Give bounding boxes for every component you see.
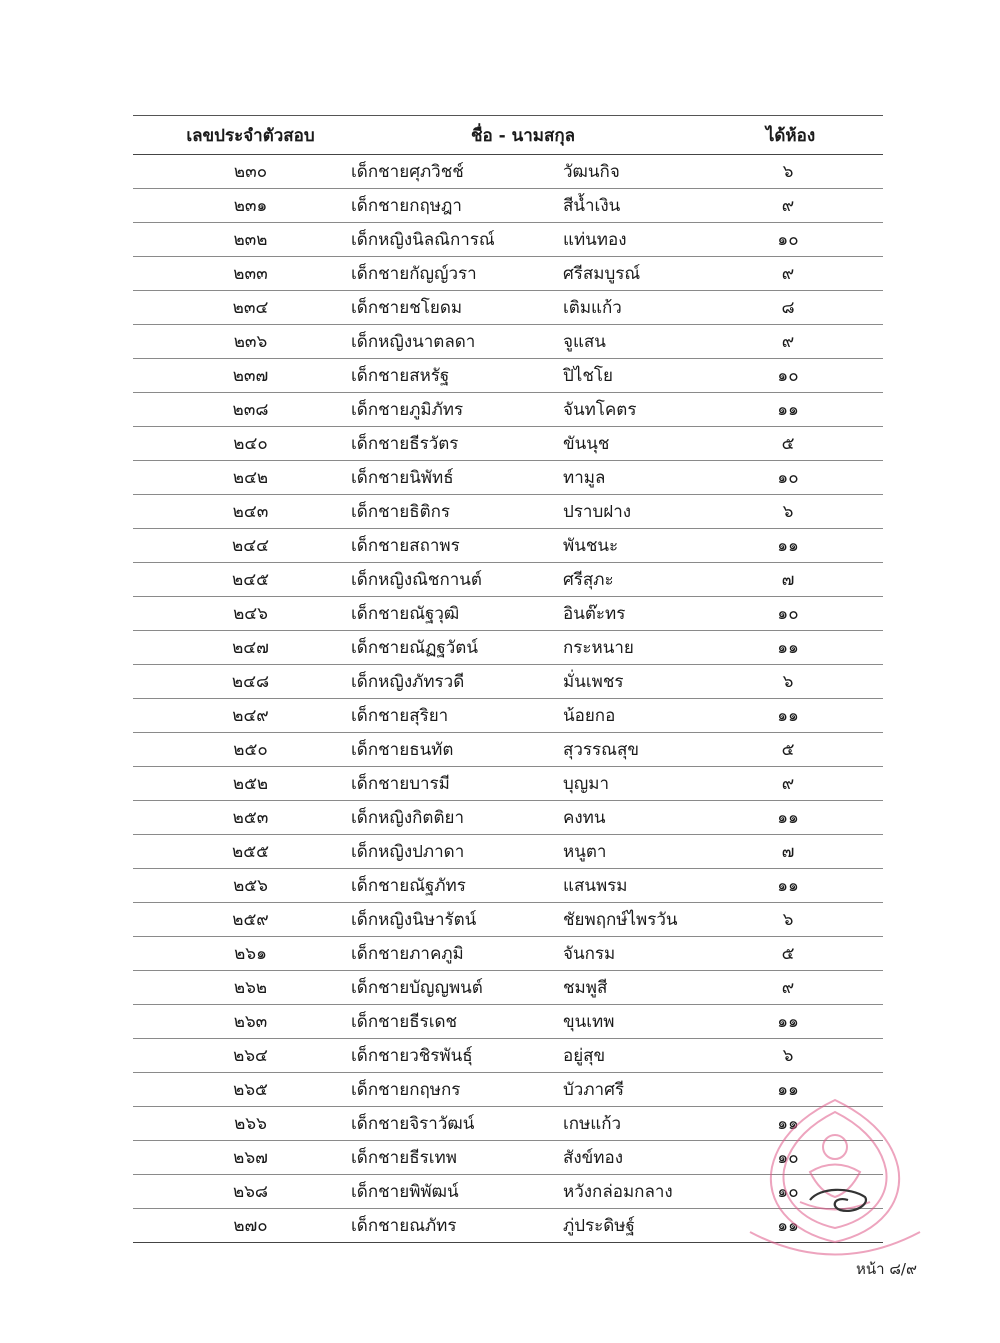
table-row bbox=[133, 937, 883, 971]
exam-id-cell: ๒๖๘ bbox=[232, 1182, 269, 1202]
exam-id-cell: ๒๓๘ bbox=[232, 400, 269, 420]
last-name-cell: จันทโคตร bbox=[563, 400, 637, 420]
room-cell: ๖ bbox=[782, 910, 794, 930]
room-cell: ๙ bbox=[781, 196, 795, 216]
room-cell: ๕ bbox=[781, 434, 795, 454]
exam-id-cell: ๒๔๔ bbox=[232, 536, 269, 556]
first-name-cell: เด็กชายธีรเทพ bbox=[351, 1148, 457, 1168]
last-name-cell: ศรีสุภะ bbox=[563, 570, 614, 590]
first-name-cell: เด็กชายธีรวัตร bbox=[351, 434, 459, 454]
table-row bbox=[133, 325, 883, 359]
first-name-cell: เด็กชายพิพัฒน์ bbox=[351, 1182, 459, 1202]
last-name-cell: น้อยกอ bbox=[563, 706, 616, 726]
exam-id-cell: ๒๔๗ bbox=[232, 638, 269, 658]
table-row bbox=[133, 393, 883, 427]
room-cell: ๑๐ bbox=[777, 230, 799, 250]
first-name-cell: เด็กชายธีรเดช bbox=[351, 1012, 458, 1032]
room-cell: ๑๐ bbox=[777, 468, 799, 488]
room-cell: ๙ bbox=[781, 264, 795, 284]
room-cell: ๑๑ bbox=[777, 1114, 799, 1134]
table-row bbox=[133, 699, 883, 733]
exam-id-cell: ๒๕๓ bbox=[232, 808, 269, 828]
last-name-cell: ขันนุช bbox=[563, 434, 610, 454]
table-row bbox=[133, 155, 883, 189]
table-row bbox=[133, 359, 883, 393]
table-row bbox=[133, 597, 883, 631]
last-name-cell: ศรีสมบูรณ์ bbox=[563, 264, 641, 284]
table-row bbox=[133, 733, 883, 767]
last-name-cell: จูแสน bbox=[563, 332, 606, 352]
first-name-cell: เด็กชายชโยดม bbox=[351, 298, 463, 318]
room-cell: ๑๐ bbox=[777, 1148, 799, 1168]
exam-room-table bbox=[133, 115, 883, 1243]
exam-id-cell: ๒๓๐ bbox=[233, 162, 268, 182]
room-cell: ๙ bbox=[781, 332, 795, 352]
table-row bbox=[133, 631, 883, 665]
first-name-cell: เด็กชายจิราวัฒน์ bbox=[351, 1114, 475, 1134]
first-name-cell: เด็กชายสุริยา bbox=[351, 706, 449, 726]
last-name-cell: เกษแก้ว bbox=[563, 1114, 622, 1134]
room-cell: ๑๑ bbox=[777, 1080, 799, 1100]
room-cell: ๖ bbox=[782, 162, 794, 182]
exam-id-cell: ๒๔๐ bbox=[233, 434, 268, 454]
first-name-cell: เด็กชายบัญญพนต์ bbox=[351, 978, 483, 998]
last-name-cell: ปราบฝาง bbox=[563, 502, 632, 522]
last-name-cell: ชมพูสี bbox=[563, 978, 608, 998]
table-header bbox=[133, 116, 883, 155]
exam-id-cell: ๒๗๐ bbox=[233, 1216, 268, 1236]
first-name-cell: เด็กชายสถาพร bbox=[351, 536, 460, 556]
table-row bbox=[133, 903, 883, 937]
table-row bbox=[133, 869, 883, 903]
table-row bbox=[133, 767, 883, 801]
table-row bbox=[133, 1209, 883, 1243]
last-name-cell: อยู่สุข bbox=[563, 1046, 606, 1066]
exam-id-cell: ๒๔๒ bbox=[232, 468, 269, 488]
last-name-cell: บัวภาศรี bbox=[563, 1080, 625, 1100]
last-name-cell: กระหนาย bbox=[563, 638, 634, 658]
table-row bbox=[133, 189, 883, 223]
last-name-cell: สุวรรณสุข bbox=[563, 740, 639, 760]
first-name-cell: เด็กชายศุภวิชช์ bbox=[351, 162, 464, 182]
table-row bbox=[133, 801, 883, 835]
first-name-cell: เด็กชายวชิรพันธุ์ bbox=[351, 1046, 473, 1066]
exam-id-cell: ๒๕๒ bbox=[232, 774, 269, 794]
exam-id-cell: ๒๓๗ bbox=[232, 366, 269, 386]
table-row bbox=[133, 1005, 883, 1039]
table-row bbox=[133, 461, 883, 495]
room-cell: ๑๑ bbox=[777, 638, 799, 658]
last-name-cell: ทามูล bbox=[563, 468, 606, 488]
first-name-cell: เด็กหญิงนิลณิการณ์ bbox=[351, 230, 495, 250]
exam-id-cell: ๒๖๕ bbox=[233, 1080, 268, 1100]
exam-id-cell: ๒๔๖ bbox=[233, 604, 268, 624]
last-name-cell: ภู่ประดิษฐ์ bbox=[563, 1216, 635, 1236]
table-row bbox=[133, 1107, 883, 1141]
last-name-cell: แท่นทอง bbox=[563, 230, 627, 250]
room-cell: ๖ bbox=[782, 1046, 794, 1066]
table-row bbox=[133, 665, 883, 699]
last-name-cell: สีน้ำเงิน bbox=[563, 196, 621, 216]
table-row bbox=[133, 427, 883, 461]
last-name-cell: หนูตา bbox=[563, 842, 607, 862]
first-name-cell: เด็กชายณัฐภัทร bbox=[351, 876, 466, 896]
exam-id-cell: ๒๓๔ bbox=[232, 298, 269, 318]
exam-id-cell: ๒๔๘ bbox=[231, 672, 270, 692]
table-row bbox=[133, 223, 883, 257]
table-row bbox=[133, 971, 883, 1005]
table-row bbox=[133, 1175, 883, 1209]
first-name-cell: เด็กชายณภัทร bbox=[351, 1216, 457, 1236]
exam-id-cell: ๒๔๕ bbox=[232, 570, 269, 590]
exam-id-cell: ๒๓๓ bbox=[233, 264, 268, 284]
last-name-cell: คงทน bbox=[563, 808, 606, 828]
header-full-name: ชื่อ - นามสกุล bbox=[470, 125, 576, 146]
table-row bbox=[133, 1039, 883, 1073]
last-name-cell: ชัยพฤกษ์ไพรวัน bbox=[563, 910, 678, 930]
room-cell: ๑๑ bbox=[777, 706, 799, 726]
table-row bbox=[133, 529, 883, 563]
table-body bbox=[133, 155, 883, 1243]
first-name-cell: เด็กหญิงนิษารัตน์ bbox=[351, 910, 477, 930]
table-row bbox=[133, 1141, 883, 1175]
last-name-cell: สังข์ทอง bbox=[563, 1148, 624, 1168]
room-cell: ๖ bbox=[782, 672, 794, 692]
first-name-cell: เด็กชายกฤษฎา bbox=[351, 196, 462, 216]
table-row bbox=[133, 835, 883, 869]
table-row bbox=[133, 257, 883, 291]
first-name-cell: เด็กหญิงนาตลดา bbox=[351, 332, 476, 352]
exam-id-cell: ๒๔๓ bbox=[232, 502, 269, 522]
last-name-cell: หวังกล่อมกลาง bbox=[563, 1182, 673, 1202]
first-name-cell: เด็กชายสหรัฐ bbox=[351, 366, 450, 386]
header-room: ได้ห้อง bbox=[765, 125, 816, 146]
first-name-cell: เด็กชายณัฐวุฒิ bbox=[351, 604, 460, 624]
exam-id-cell: ๒๖๑ bbox=[234, 944, 267, 964]
first-name-cell: เด็กหญิงภัทรวดี bbox=[351, 672, 465, 692]
first-name-cell: เด็กชายธิติกร bbox=[351, 502, 451, 522]
room-cell: ๙ bbox=[781, 774, 795, 794]
exam-id-cell: ๒๖๒ bbox=[233, 978, 268, 998]
last-name-cell: เติมแก้ว bbox=[563, 298, 622, 318]
table-row bbox=[133, 563, 883, 597]
first-name-cell: เด็กชายกฤษกร bbox=[351, 1080, 461, 1100]
room-cell: ๕ bbox=[781, 944, 795, 964]
last-name-cell: ขุนเทพ bbox=[563, 1012, 615, 1032]
last-name-cell: บุญมา bbox=[563, 774, 610, 794]
first-name-cell: เด็กหญิงกิตติยา bbox=[351, 808, 465, 828]
first-name-cell: เด็กชายธนทัต bbox=[351, 740, 454, 760]
exam-id-cell: ๒๓๒ bbox=[233, 230, 268, 250]
exam-id-cell: ๒๓๑ bbox=[233, 196, 268, 216]
room-cell: ๙ bbox=[781, 978, 795, 998]
exam-id-cell: ๒๖๔ bbox=[233, 1046, 268, 1066]
header-exam-id: เลขประจำตัวสอบ bbox=[186, 125, 315, 146]
room-cell: ๑๐ bbox=[777, 1182, 799, 1202]
first-name-cell: เด็กชายนิพัทธ์ bbox=[351, 468, 454, 488]
last-name-cell: อินต๊ะทร bbox=[563, 604, 626, 624]
room-cell: ๑๑ bbox=[777, 876, 799, 896]
room-cell: ๑๑ bbox=[777, 1216, 799, 1236]
room-cell: ๑๑ bbox=[777, 808, 799, 828]
page-number: หน้า ๘/๙ bbox=[856, 1260, 917, 1278]
exam-id-cell: ๒๔๙ bbox=[232, 706, 269, 726]
last-name-cell: มั่นเพชร bbox=[563, 672, 624, 692]
room-cell: ๑๑ bbox=[777, 400, 799, 420]
first-name-cell: เด็กชายบารมี bbox=[351, 774, 450, 794]
table-row bbox=[133, 291, 883, 325]
exam-id-cell: ๒๕๕ bbox=[232, 842, 269, 862]
room-cell: ๖ bbox=[782, 502, 794, 522]
room-cell: ๑๑ bbox=[777, 1012, 799, 1032]
room-cell: ๑๐ bbox=[777, 366, 799, 386]
exam-id-cell: ๒๕๙ bbox=[232, 910, 269, 930]
first-name-cell: เด็กชายภูมิภัทร bbox=[351, 400, 464, 420]
exam-id-cell: ๒๖๖ bbox=[234, 1114, 267, 1134]
room-cell: ๗ bbox=[781, 842, 795, 862]
table-row bbox=[133, 1073, 883, 1107]
room-cell: ๑๐ bbox=[777, 604, 799, 624]
exam-id-cell: ๒๖๓ bbox=[233, 1012, 268, 1032]
room-cell: ๗ bbox=[781, 570, 795, 590]
exam-id-cell: ๒๖๗ bbox=[233, 1148, 268, 1168]
last-name-cell: วัฒนกิจ bbox=[563, 162, 620, 182]
last-name-cell: พันชนะ bbox=[563, 536, 619, 556]
room-cell: ๕ bbox=[781, 740, 795, 760]
first-name-cell: เด็กหญิงปภาดา bbox=[351, 842, 465, 862]
first-name-cell: เด็กชายกัญญ์วรา bbox=[351, 264, 477, 284]
last-name-cell: แสนพรม bbox=[563, 876, 628, 896]
last-name-cell: จันกรม bbox=[563, 944, 616, 964]
first-name-cell: เด็กหญิงณิชกานต์ bbox=[351, 570, 482, 590]
exam-id-cell: ๒๕๖ bbox=[233, 876, 268, 896]
exam-id-cell: ๒๕๐ bbox=[233, 740, 268, 760]
last-name-cell: ปิไชโย bbox=[563, 366, 613, 386]
room-cell: ๘ bbox=[781, 298, 795, 318]
table-row bbox=[133, 495, 883, 529]
first-name-cell: เด็กชายภาคภูมิ bbox=[351, 944, 464, 964]
first-name-cell: เด็กชายณัฏฐวัตน์ bbox=[351, 638, 478, 658]
room-cell: ๑๑ bbox=[777, 536, 799, 556]
exam-id-cell: ๒๓๖ bbox=[233, 332, 268, 352]
